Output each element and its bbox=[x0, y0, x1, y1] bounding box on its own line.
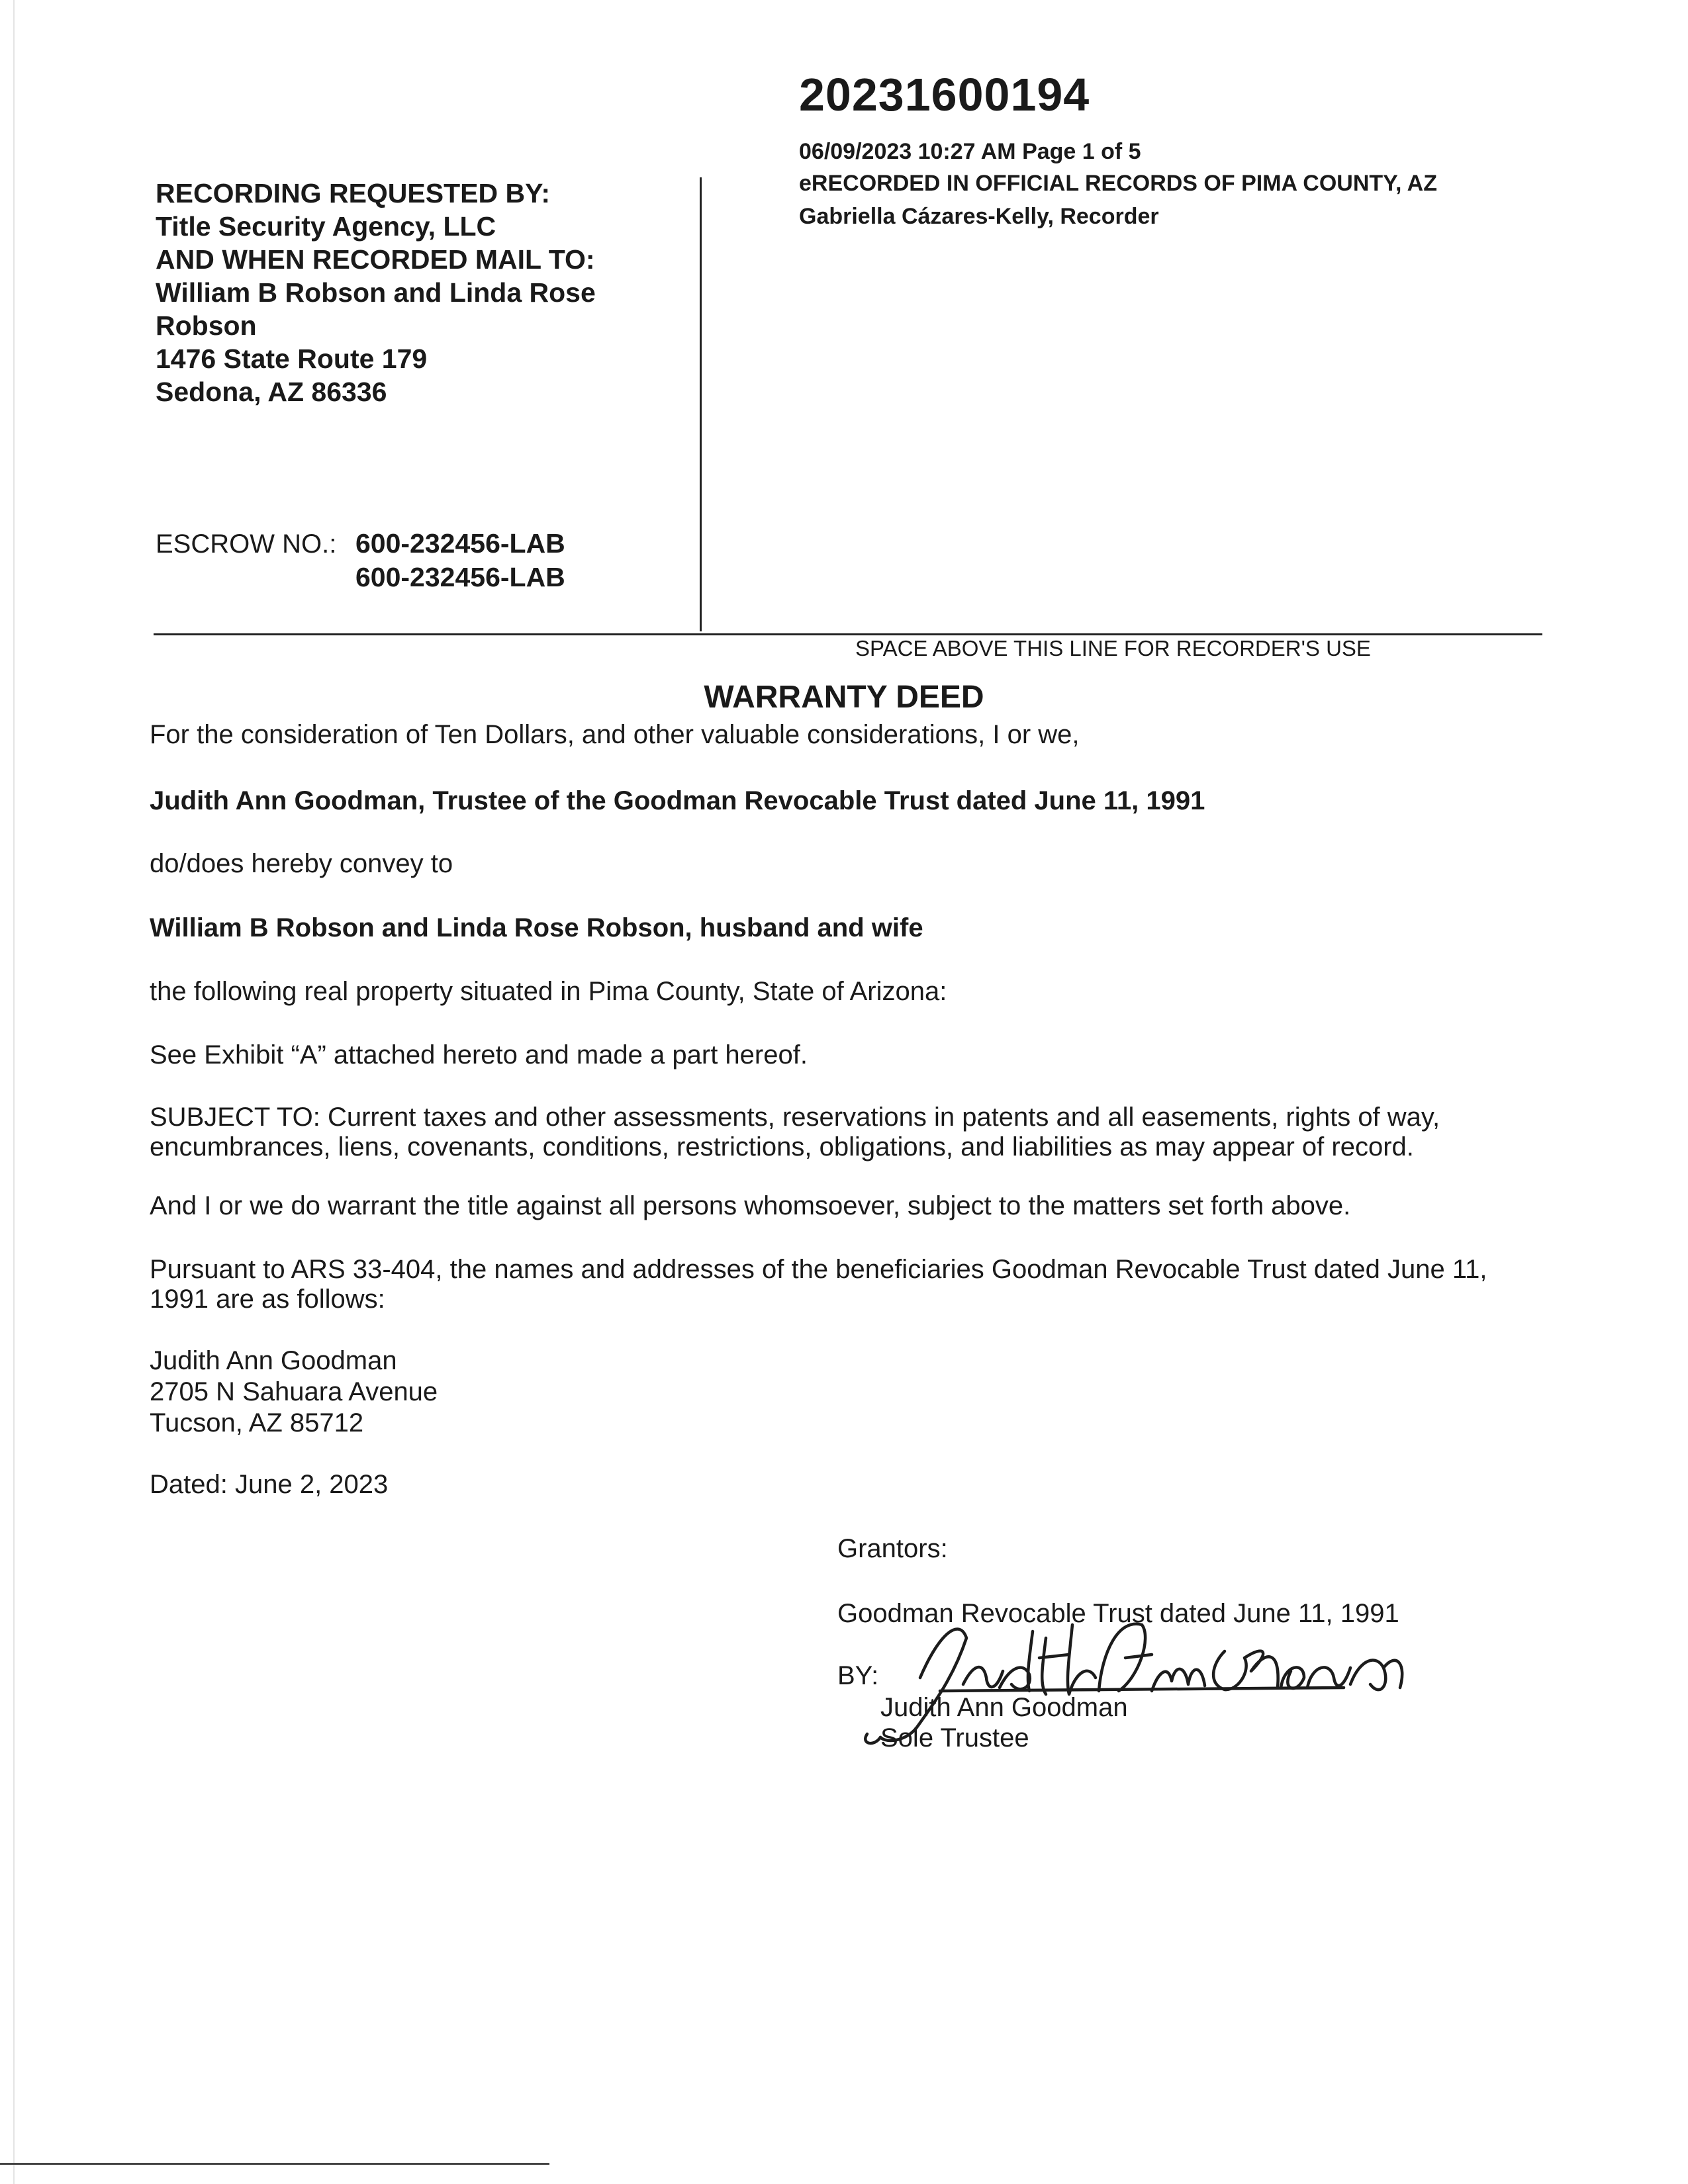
beneficiary-name: Judith Ann Goodman bbox=[150, 1346, 397, 1375]
document-number: 20231600194 bbox=[799, 69, 1090, 120]
recorder-space-label: SPACE ABOVE THIS LINE FOR RECORDER'S USE bbox=[855, 636, 1371, 660]
dated-text: Dated: June 2, 2023 bbox=[150, 1470, 389, 1499]
recorder-name: Gabriella Cázares-Kelly, Recorder bbox=[799, 204, 1159, 229]
escrow-number-1: 600-232456-LAB bbox=[355, 528, 565, 559]
signatory-name: Judith Ann Goodman bbox=[880, 1693, 1128, 1722]
deed-title: WARRANTY DEED bbox=[704, 680, 984, 715]
consideration-text: For the consideration of Ten Dollars, and other valuable considerations, I or we, bbox=[150, 720, 1080, 749]
recorded-in: eRECORDED IN OFFICIAL RECORDS OF PIMA COUNTY, AZ bbox=[799, 171, 1438, 196]
header-divider-vertical bbox=[700, 177, 702, 631]
scan-edge bbox=[13, 0, 15, 2184]
beneficiary-address1: 2705 N Sahuara Avenue bbox=[150, 1377, 438, 1406]
bottom-scan-rule bbox=[0, 2163, 549, 2165]
property-text: the following real property situated in Pima County, State of Arizona: bbox=[150, 977, 947, 1006]
grantee-name: William B Robson and Linda Rose Robson, husband and wife bbox=[150, 913, 923, 942]
escrow-number-2: 600-232456-LAB bbox=[355, 562, 565, 592]
handwritten-signature bbox=[841, 1572, 1417, 1757]
pursuant-text: Pursuant to ARS 33-404, the names and addresses of the beneficiaries Goodman Revocable Trust dated June 11, 1991 are as follows: bbox=[150, 1255, 1487, 1314]
grantors-label: Grantors: bbox=[837, 1534, 948, 1563]
convey-text: do/does hereby convey to bbox=[150, 849, 453, 878]
escrow-label: ESCROW NO.: bbox=[156, 529, 337, 559]
requested-by-label: RECORDING REQUESTED BY: bbox=[156, 178, 551, 208]
grantor-name: Judith Ann Goodman, Trustee of the Goodman Revocable Trust dated June 11, 1991 bbox=[150, 786, 1205, 815]
requesting-agency: Title Security Agency, LLC bbox=[156, 211, 496, 242]
recording-datetime: 06/09/2023 10:27 AM Page 1 of 5 bbox=[799, 139, 1141, 164]
mail-to-label: AND WHEN RECORDED MAIL TO: bbox=[156, 244, 595, 275]
mail-to-name-line1: William B Robson and Linda Rose bbox=[156, 277, 596, 308]
exhibit-text: See Exhibit “A” attached hereto and made a part hereof. bbox=[150, 1040, 808, 1069]
beneficiary-address2: Tucson, AZ 85712 bbox=[150, 1408, 364, 1437]
subject-to-text: SUBJECT TO: Current taxes and other assessments, reservations in patents and all easements, rights of way, encumbrances, liens, covenants, conditions, restrictions, obligations, and liabilities as may appear of record. bbox=[150, 1103, 1440, 1161]
trust-name: Goodman Revocable Trust dated June 11, 1991 bbox=[837, 1599, 1399, 1628]
mail-to-address1: 1476 State Route 179 bbox=[156, 343, 428, 374]
mail-to-address2: Sedona, AZ 86336 bbox=[156, 377, 387, 407]
signatory-role: Sole Trustee bbox=[880, 1723, 1029, 1752]
mail-to-name-line2: Robson bbox=[156, 310, 257, 341]
warrant-text: And I or we do warrant the title against all persons whomsoever, subject to the matters set forth above. bbox=[150, 1191, 1351, 1220]
recorder-use-line bbox=[154, 633, 1542, 635]
by-label: BY: bbox=[837, 1661, 879, 1690]
